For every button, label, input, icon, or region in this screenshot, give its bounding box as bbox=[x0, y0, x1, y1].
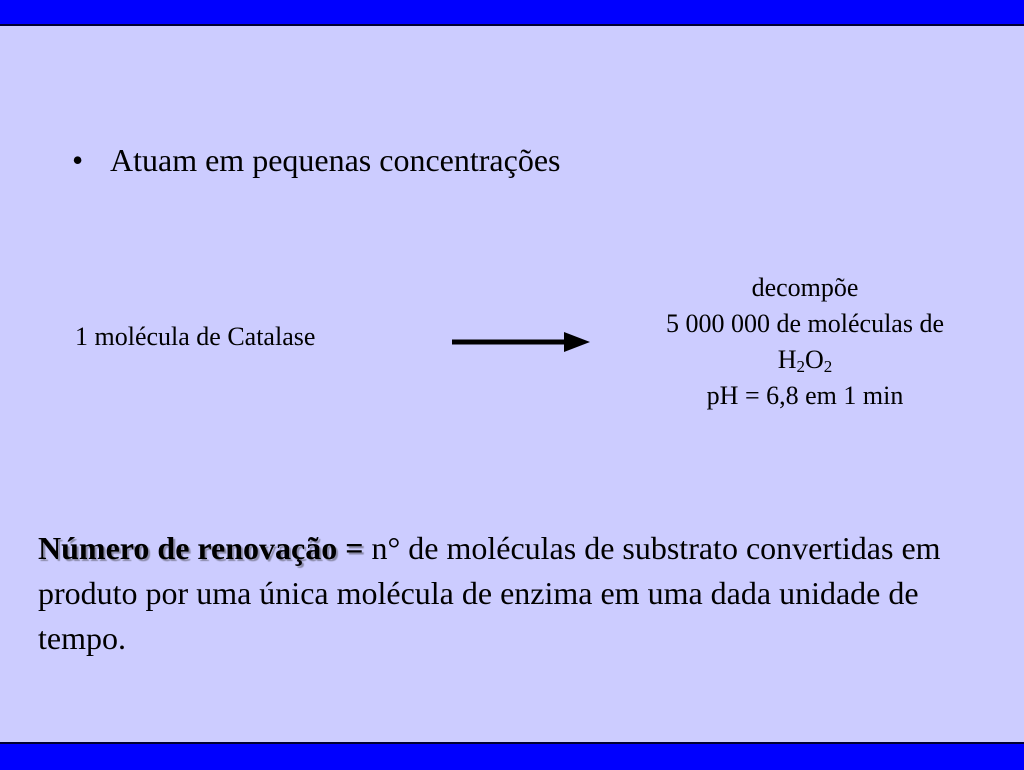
formula-o: O bbox=[805, 345, 824, 374]
reaction-conditions: pH = 6,8 em 1 min bbox=[706, 381, 904, 410]
reaction-amount: 5 000 000 de moléculas de bbox=[666, 309, 944, 338]
top-blue-bar bbox=[0, 0, 1024, 26]
formula-sub-1: 2 bbox=[796, 357, 805, 376]
reaction-verb: decompõe bbox=[751, 273, 859, 302]
bullet-dot: • bbox=[72, 142, 84, 178]
definition-term: Número de renovação = bbox=[38, 530, 364, 566]
definition-paragraph bbox=[38, 526, 998, 661]
formula-sub-2: 2 bbox=[823, 357, 833, 376]
right-arrow-icon bbox=[452, 328, 592, 356]
bullet-item bbox=[72, 138, 560, 182]
reaction-result bbox=[610, 270, 1000, 414]
definition-text: n° de moléculas de substrato convertidas em produto por uma única molécula de enzima em uma dada unidade de tempo. bbox=[38, 530, 941, 656]
compound-formula bbox=[610, 342, 1000, 378]
catalase-label: 1 molécula de Catalase bbox=[75, 322, 316, 351]
formula-h: H bbox=[777, 345, 797, 374]
bottom-blue-bar bbox=[0, 742, 1024, 770]
bullet-text: Atuam em pequenas concentrações bbox=[110, 142, 561, 178]
